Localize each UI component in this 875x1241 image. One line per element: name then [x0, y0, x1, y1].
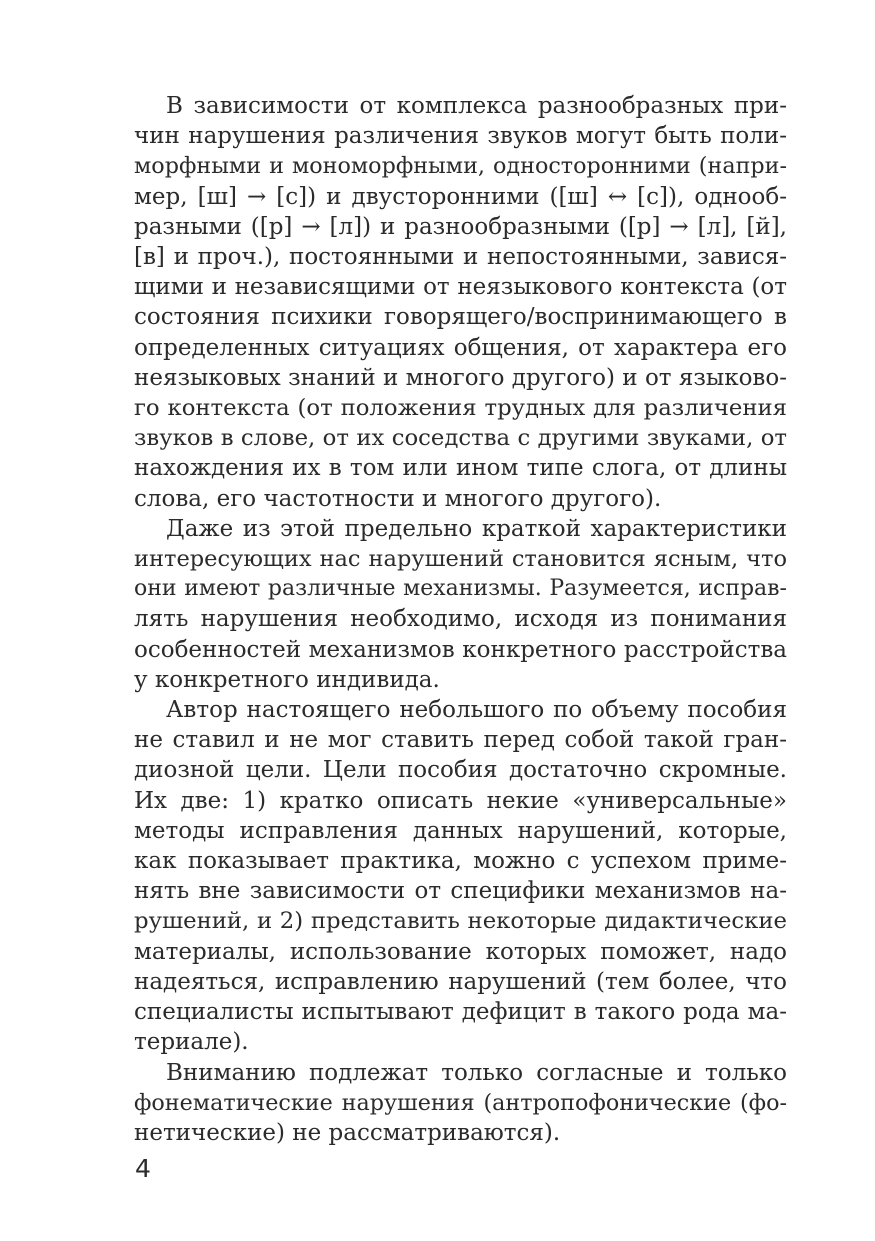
text-line: мер, [ш] → [с]) и двусторонними ([ш] ↔ [с]), однооб-	[134, 183, 787, 210]
text-line: го контекста (от положения трудных для различения	[134, 395, 787, 422]
text-line: материалы, использование которых поможет, надо	[134, 938, 787, 965]
text-line: особенностей механизмов конкретного расстройства	[134, 636, 787, 663]
text-line: рушений, и 2) представить некоторые дидактические	[134, 908, 787, 935]
text-line: диозной цели. Цели пособия достаточно скромные.	[134, 757, 787, 784]
text-line: разными ([р] → [л]) и разнообразными ([р] → [л], [й],	[134, 213, 787, 240]
page-number: 4	[135, 1154, 151, 1183]
text-line: Даже из этой предельно краткой характеристики	[166, 515, 787, 542]
text-line: надеяться, исправлению нарушений (тем более, что	[134, 968, 787, 995]
text-line: они имеют различные механизмы. Разумеется, исправ-	[134, 576, 787, 602]
text-line: лять нарушения необходимо, исходя из понимания	[134, 606, 787, 633]
text-line: Вниманию подлежат только согласные и только	[166, 1059, 787, 1086]
text-line: состояния психики говорящего/воспринимающего в	[134, 304, 787, 331]
text-line: специалисты испытывают дефицит в такого рода ма-	[134, 999, 787, 1026]
text-line: фонематические нарушения (антропофонические (фо-	[134, 1089, 787, 1116]
text-line: слова, его частотности и многого другого).	[134, 485, 662, 512]
text-line: интересующих нас нарушений становится ясным, что	[134, 546, 787, 573]
body-text	[134, 91, 787, 1148]
paragraph	[134, 695, 787, 1057]
text-line: методы исправления данных нарушений, которые,	[134, 817, 787, 844]
text-line: щими и независящими от неязыкового контекста (от	[134, 274, 787, 301]
text-line: у конкретного индивида.	[134, 666, 440, 693]
text-line: В зависимости от комплекса разнообразных при-	[166, 93, 787, 119]
text-line: чин нарушения различения звуков могут быть поли-	[134, 123, 787, 150]
paragraph	[134, 1058, 787, 1149]
text-line: нахождения их в том или ином типе слога, от длины	[134, 455, 787, 482]
text-line: нетические) не рассматриваются).	[134, 1119, 561, 1146]
text-line: как показывает практика, можно с успехом приме-	[134, 848, 787, 875]
paragraph	[134, 91, 787, 514]
text-line: определенных ситуациях общения, от характера его	[134, 334, 787, 361]
text-line: териале).	[134, 1029, 249, 1056]
paragraph	[134, 514, 787, 695]
text-line: морфными и мономорфными, односторонними (напри-	[134, 153, 787, 180]
text-line: не ставил и не мог ставить перед собой такой гран-	[134, 727, 787, 754]
text-line: Их две: 1) кратко описать некие «универсальные»	[134, 787, 787, 814]
text-line: [в] и проч.), постоянными и непостоянными, завися-	[134, 244, 787, 271]
text-line: неязыковых знаний и многого другого) и от языково-	[134, 364, 787, 391]
text-line: Автор настоящего небольшого по объему пособия	[166, 697, 787, 724]
text-line: звуков в слове, от их соседства с другими звуками, от	[134, 425, 787, 452]
text-line: нять вне зависимости от специфики механизмов на-	[134, 878, 787, 905]
